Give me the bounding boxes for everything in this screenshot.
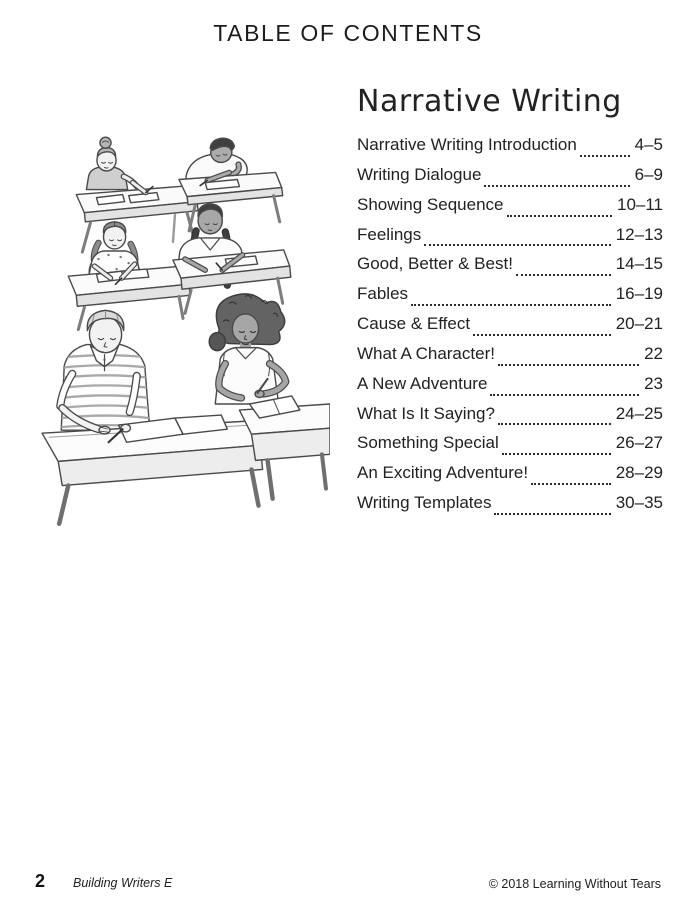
footer-page-number: 2 <box>35 871 46 891</box>
dot-leader <box>494 513 610 515</box>
toc-entry <box>357 254 663 284</box>
page-title: TABLE OF CONTENTS <box>213 20 483 46</box>
toc-entry-pages: 10–11 <box>616 194 663 214</box>
dot-leader <box>516 274 611 276</box>
toc-entry-pages: 28–29 <box>615 463 663 483</box>
toc-entry-pages: 12–13 <box>615 224 663 244</box>
toc-entry-pages: 16–19 <box>615 284 663 304</box>
dot-leader <box>502 453 611 455</box>
toc-entry-pages: 6–9 <box>634 164 663 184</box>
toc-entry <box>357 225 663 255</box>
dot-leader <box>484 185 629 187</box>
toc-entry-label: Good, Better & Best! <box>357 254 513 274</box>
toc-entry-label: Feelings <box>357 224 422 244</box>
dot-leader <box>531 483 611 485</box>
footer-copyright: © 2018 Learning Without Tears <box>488 877 661 891</box>
toc-entry <box>357 463 663 493</box>
child-front-left <box>60 310 150 430</box>
toc-entry <box>357 374 663 404</box>
toc-entry-label: An Exciting Adventure! <box>357 463 529 483</box>
dot-leader <box>490 394 639 396</box>
footer-book-title: Building Writers E <box>73 876 173 890</box>
toc-entry-label: Cause & Effect <box>357 314 471 334</box>
toc-entry <box>357 195 663 225</box>
toc-entry-label: Showing Sequence <box>357 194 504 214</box>
dot-leader <box>473 334 611 336</box>
dot-leader <box>498 364 639 366</box>
toc-entry-label: Fables <box>357 284 409 304</box>
toc-entry <box>357 135 663 165</box>
contents-column <box>357 84 663 523</box>
toc-entry-label: What Is It Saying? <box>357 403 495 423</box>
toc-entry-pages: 4–5 <box>634 135 663 154</box>
toc-entry <box>357 284 663 314</box>
toc-entry-label: A New Adventure <box>357 373 488 393</box>
toc-entry <box>357 314 663 344</box>
dot-leader <box>580 155 630 157</box>
toc-entry-pages: 23 <box>644 373 663 393</box>
classroom-illustration <box>28 130 330 528</box>
toc-entry-pages: 26–27 <box>615 433 663 453</box>
toc-entry-label: Writing Templates <box>357 493 492 513</box>
toc-entry <box>357 165 663 195</box>
toc-list <box>357 135 663 523</box>
toc-entry-pages: 30–35 <box>615 493 663 513</box>
footer-left <box>35 871 172 892</box>
toc-entry-label: Narrative Writing Introduction <box>357 135 577 154</box>
dot-leader <box>424 244 610 246</box>
toc-entry-pages: 22 <box>644 343 663 363</box>
dot-leader <box>498 423 611 425</box>
toc-entry-label: Writing Dialogue <box>357 164 482 184</box>
toc-entry-label: What A Character! <box>357 343 495 363</box>
dot-leader <box>411 304 611 306</box>
toc-entry <box>357 344 663 374</box>
dot-leader <box>507 215 612 217</box>
toc-entry-label: Something Special <box>357 433 499 453</box>
toc-entry <box>357 433 663 463</box>
toc-entry <box>357 493 663 523</box>
section-heading: Narrative Writing <box>357 84 622 119</box>
toc-entry-pages: 24–25 <box>615 403 663 423</box>
toc-entry-pages: 14–15 <box>615 254 663 274</box>
toc-entry-pages: 20–21 <box>615 314 663 334</box>
toc-entry <box>357 404 663 434</box>
